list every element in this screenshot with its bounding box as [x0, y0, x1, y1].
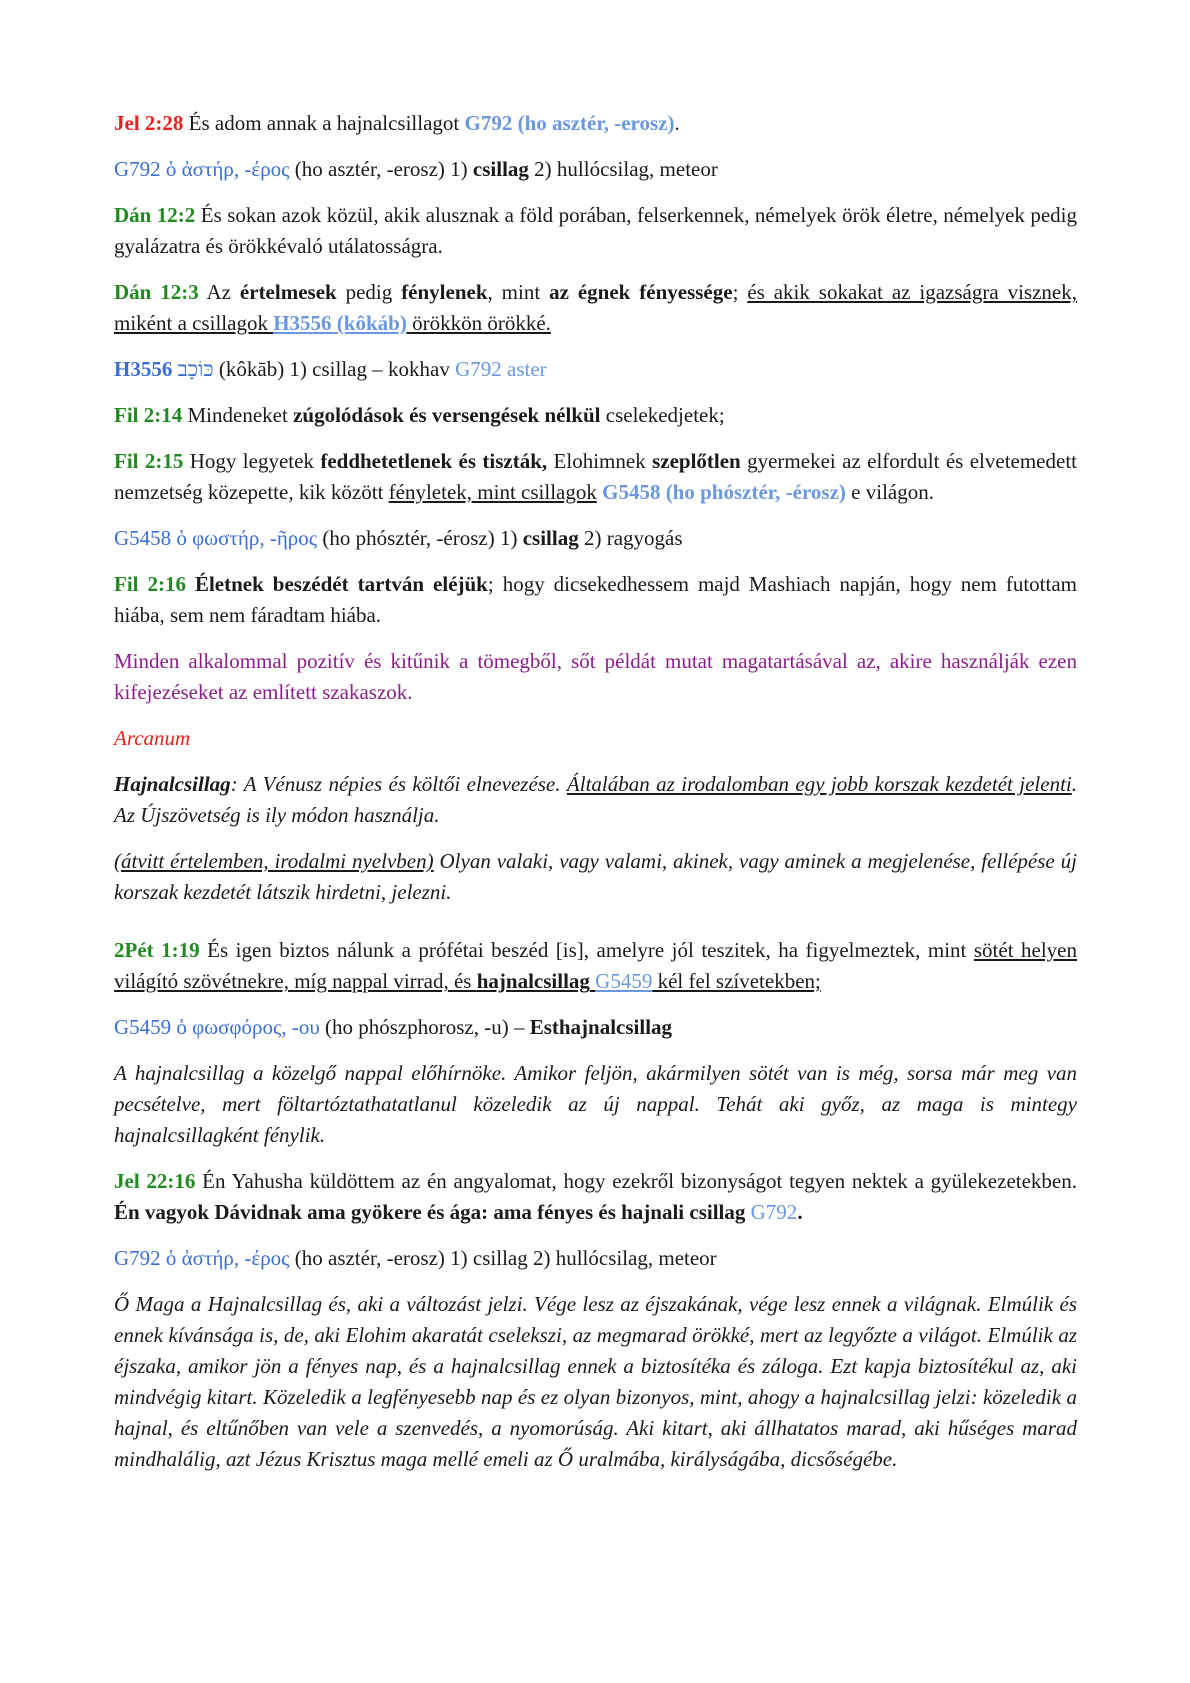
strongs-entry-g5458: G5458 ὁ φωστήρ, -ῆρος (ho phósztér, -érosz) 1) csillag 2) ragyogás — [114, 526, 683, 550]
strongs-entry-g792: G792 ὁ ἀστήρ, -έρος (ho asztér, -erosz) 1) csillag 2) hullócsilag, meteor — [114, 1246, 717, 1270]
strongs-code: G5459 ὁ φωσφόρος, -ου — [114, 1015, 320, 1039]
strongs-code: G5458 (ho phósztér, -érosz) — [602, 480, 846, 504]
verse-fil-2-14: Fil 2:14 Mindeneket zúgolódások és versengések nélkül cselekedjetek; — [114, 403, 725, 427]
strongs-entry-g5459: G5459 ὁ φωσφόρος, -ου (ho phószphorosz, -u) – Esthajnalcsillag — [114, 1015, 673, 1039]
strongs-code: H3556 — [114, 357, 173, 381]
source-heading: Arcanum — [114, 726, 191, 750]
verse-jel-2-28: Jel 2:28 És adom annak a hajnalcsillagot G792 (ho asztér, -erosz). — [114, 111, 680, 135]
verse-ref: Jel 22:16 — [114, 1169, 196, 1193]
hebrew-word: כּוֹכָב — [177, 357, 214, 381]
verse-ref: Fil 2:14 — [114, 403, 183, 427]
verse-ref: Dán 12:2 — [114, 203, 196, 227]
verse-ref: 2Pét 1:19 — [114, 938, 200, 962]
commentary-paragraph: Ő Maga a Hajnalcsillag és, aki a változást jelzi. Vége lesz az éjszakának, vége lesz ennek a világnak. Elmúlik és ennek kívánsága is, de, aki Elohim akaratát cselekszi, az megmarad örökké, mert az legyőzte a világot. Elmúlik az éjszaka, amikor jön a fényes nap, és a hajnalcsillag ennek a biztosítéka és záloga. Ezt kapja biztosítékul az, aki mindvégig kitart. Közeledik a legfényesebb nap és ez olyan bizonyos, mint, ahogy a hajnalcsillag jelzi: közeledik a hajnal, és eltűnőben van vele a szenvedés, a nyomorúság. Aki kitart, aki állhatatos marad, aki hűséges marad mindhalálig, azt Jézus Krisztus maga mellé emeli az Ő uralmába, királyságába, dicsőségébe. — [114, 1292, 1077, 1471]
verse-ref: Fil 2:15 — [114, 449, 184, 473]
definition-paragraph-figurative: (átvitt értelemben, irodalmi nyelvben) Olyan valaki, vagy valami, akinek, vagy aminek a megjelenése, fellépése új korszak kezdetét látszik hirdetni, jelezni. — [114, 849, 1077, 904]
strongs-code: G792 ὁ ἀστήρ, -έρος — [114, 157, 290, 181]
strongs-code: G792 aster — [455, 357, 547, 381]
verse-ref: Dán 12:3 — [114, 280, 199, 304]
verse-fil-2-15: Fil 2:15 Hogy legyetek feddhetetlenek és tiszták, Elohimnek szeplőtlen gyermekei az elfordult és elvetemedett nemzetség közepette, kik között fényletek, mint csillagok G5458 (ho phósztér, -érosz) e világon. — [114, 449, 1077, 504]
strongs-code: G5458 ὁ φωστήρ, -ῆρος — [114, 526, 318, 550]
strongs-entry-g792: G792 ὁ ἀστήρ, -έρος (ho asztér, -erosz) 1) csillag 2) hullócsilag, meteor — [114, 157, 718, 181]
verse-dan-12-3: Dán 12:3 Az értelmesek pedig fénylenek, mint az égnek fényessége; és akik sokakat az igazságra visznek, miként a csillagok H3556 (kôkáb) örökkön örökké. — [114, 280, 1078, 335]
strongs-code: H3556 (kôkáb) — [273, 311, 407, 335]
strongs-code: G792 (ho asztér, -erosz) — [464, 111, 675, 135]
definition-paragraph: Hajnalcsillag: A Vénusz népies és költői elnevezése. Általában az irodalomban egy jobb korszak kezdetét jelenti. Az Újszövetség is ily módon használja. — [114, 772, 1077, 827]
document-body — [114, 108, 1077, 1490]
strongs-entry-h3556: H3556 כּוֹכָב (kôkāb) 1) csillag – kokhav G792 aster — [114, 357, 547, 381]
verse-dan-12-2: Dán 12:2 És sokan azok közül, akik alusznak a föld porában, felserkennek, némelyek örök életre, némelyek pedig gyalázatra és örökkévaló utálatosságra. — [114, 203, 1078, 258]
verse-jel-22-16: Jel 22:16 Én Yahusha küldöttem az én angyalomat, hogy ezekről bizonyságot tegyen nektek a gyülekezetekben. Én vagyok Dávidnak ama gyökere és ága: ama fényes és hajnali csillag G792. — [114, 1169, 1077, 1224]
verse-fil-2-16: Fil 2:16 Életnek beszédét tartván eléjük; hogy dicsekedhessem majd Mashiach napján, hogy nem futottam hiába, sem nem fáradtam hiába. — [114, 572, 1078, 627]
commentary-paragraph: Minden alkalommal pozitív és kitűnik a tömegből, sőt példát mutat magatartásával az, akire használják ezen kifejezéseket az említett szakaszok. — [114, 649, 1077, 704]
strongs-code: G792 ὁ ἀστήρ, -έρος — [114, 1246, 290, 1270]
verse-ref: Jel 2:28 — [114, 111, 184, 135]
verse-2pet-1-19: 2Pét 1:19 És igen biztos nálunk a prófétai beszéd [is], amelyre jól teszitek, ha figyelmeztek, mint sötét helyen világító szövétnekre, míg nappal virrad, és hajnalcsillag G5459 kél fel szívetekben; — [114, 938, 1078, 993]
strongs-code: G792 — [750, 1200, 798, 1224]
verse-ref: Fil 2:16 — [114, 572, 186, 596]
strongs-code: G5459 — [595, 969, 653, 993]
commentary-paragraph: A hajnalcsillag a közelgő nappal előhírnöke. Amikor feljön, akármilyen sötét van is még, sorsa már meg van pecsételve, mert föltartóztathatatlanul közeledik az új nappal. Tehát aki győz, az maga is mintegy hajnalcsillagként fénylik. — [114, 1061, 1077, 1147]
